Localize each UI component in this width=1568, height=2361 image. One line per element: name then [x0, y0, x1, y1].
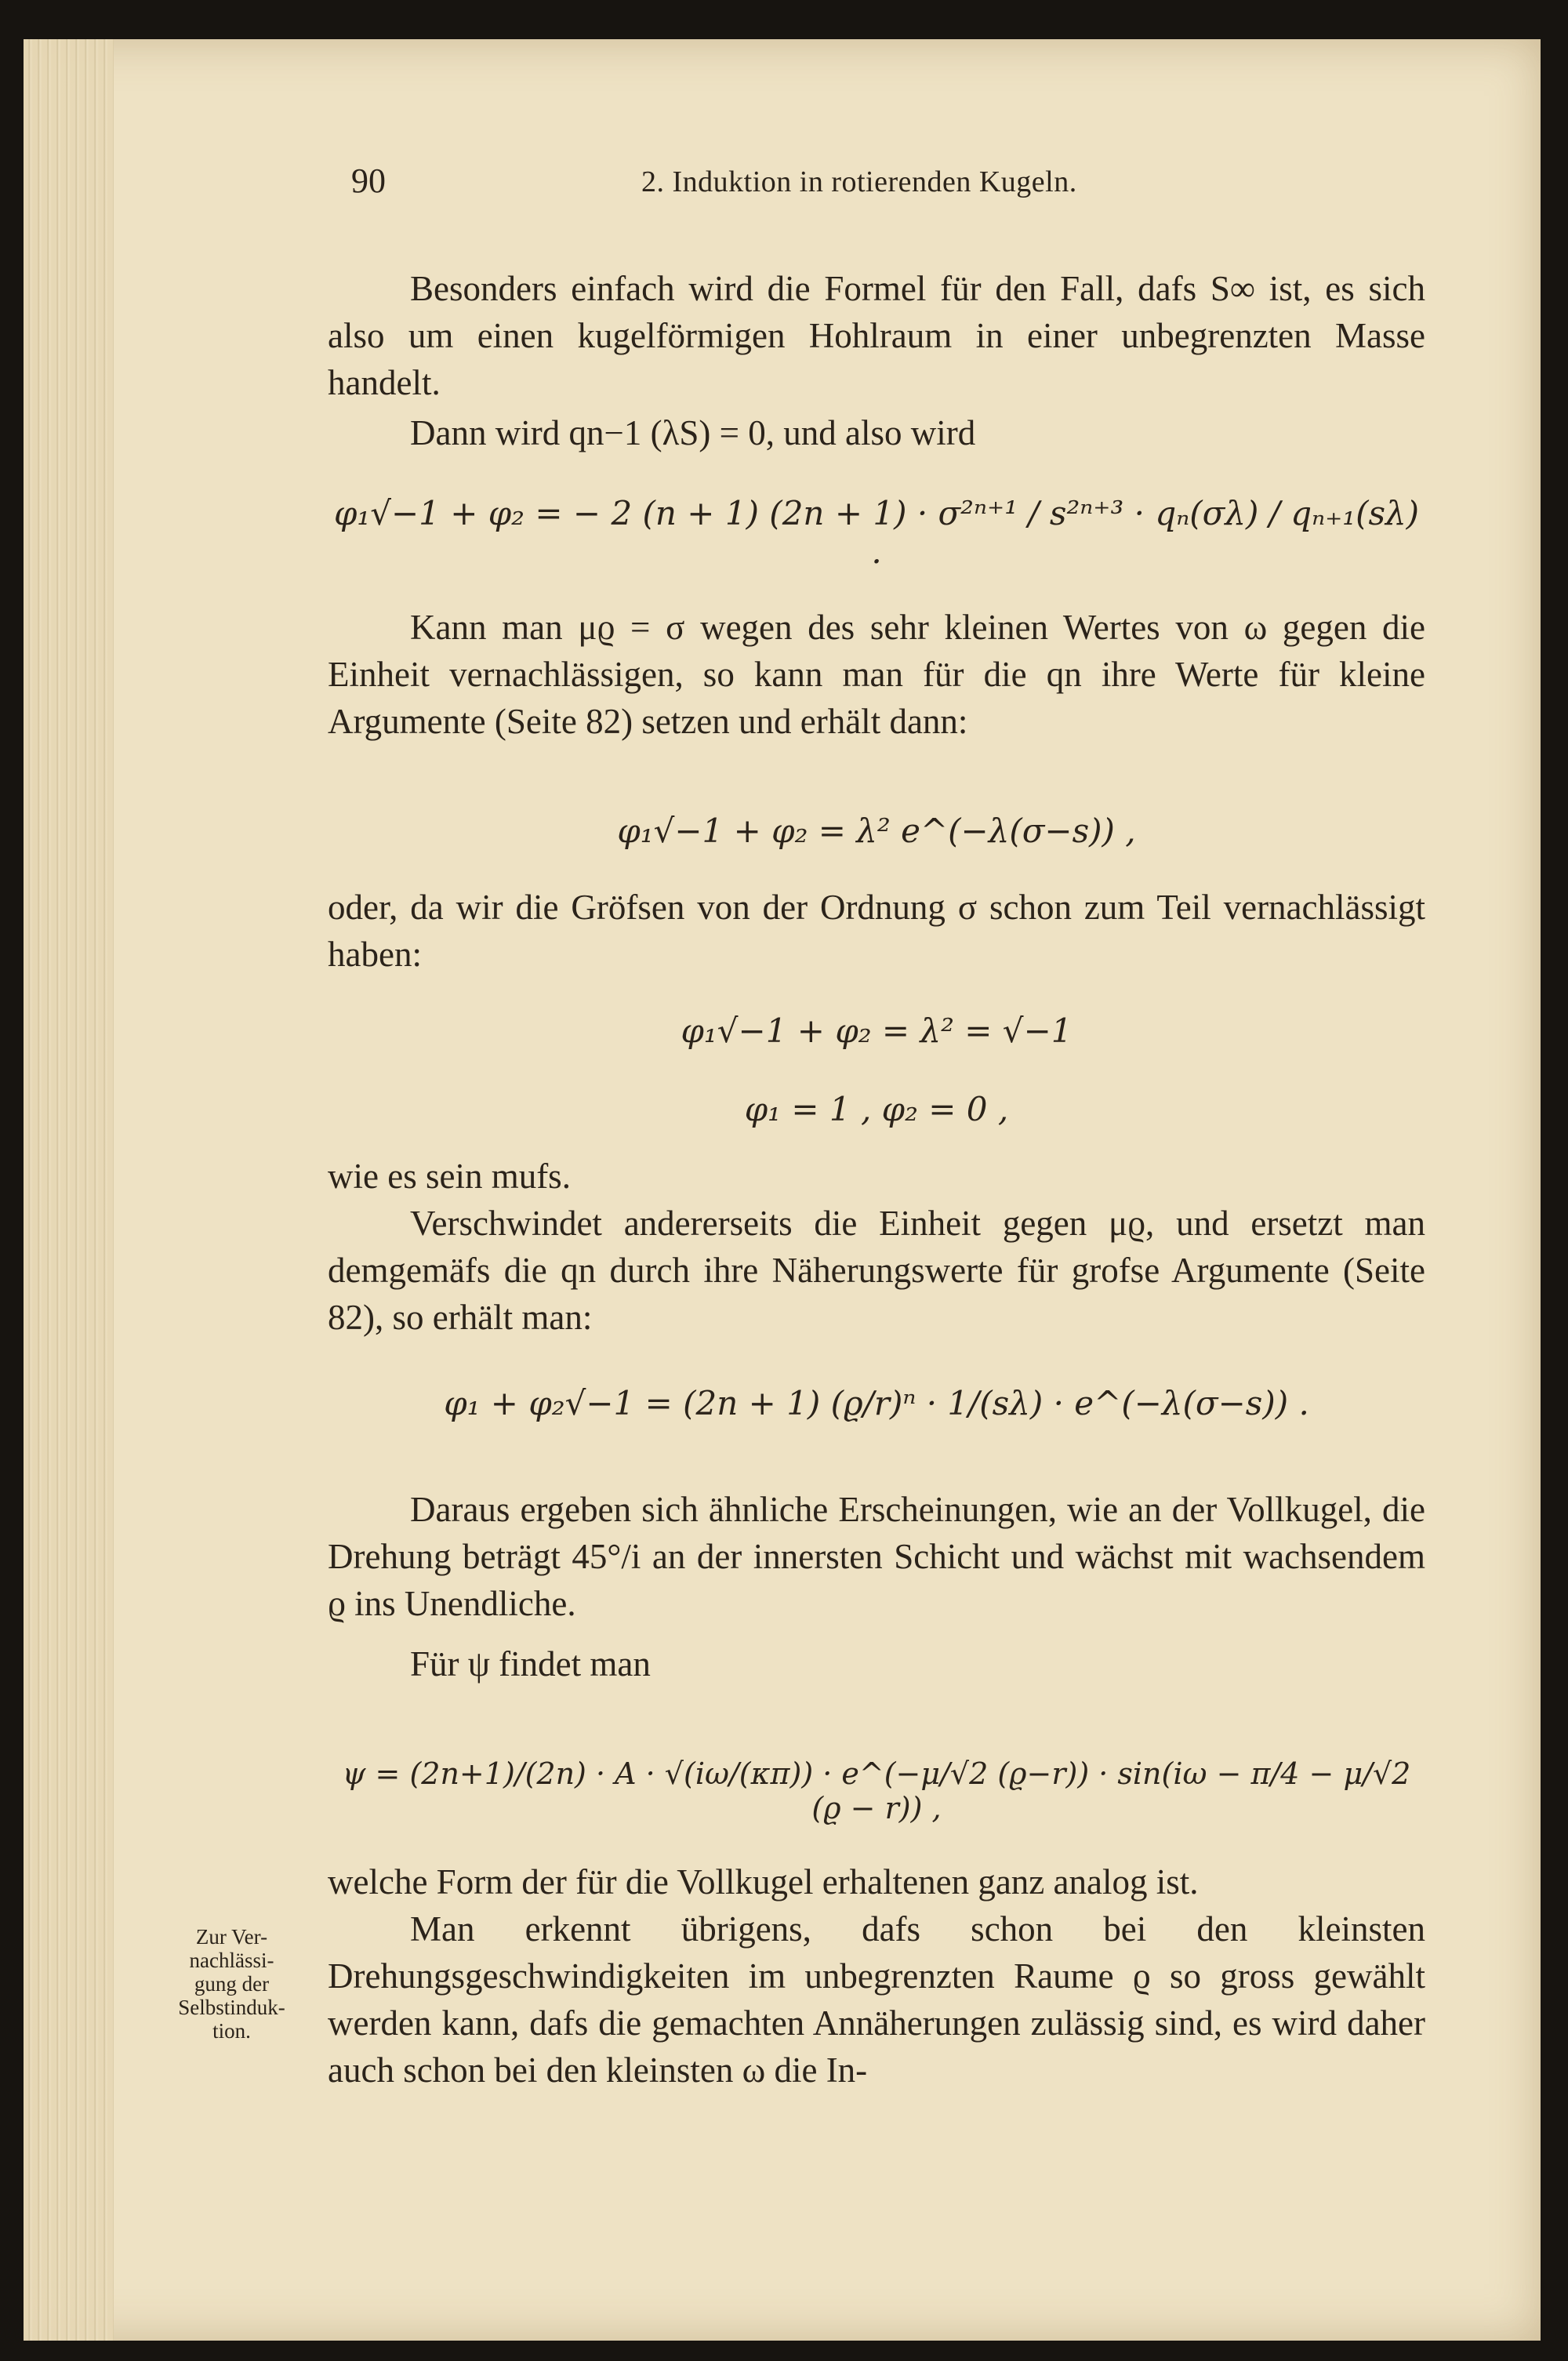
paragraph-10: Man erkennt übrigens, dafs schon bei den kleinsten Drehungsgeschwindigkeiten im unbegrenzten Raume ϱ so gross gewählt werden kann, dafs die gemachten Annäherungen zulässig sind, es wird daher auch schon bei den kleinsten ω die In-	[328, 1909, 1425, 2090]
equation-6: ψ = (2n+1)/(2n) · A · √(iω/(κπ)) · e^(−μ/√2 (ϱ−r)) · sin(iω − π/4 − μ/√2 (ϱ − r)) ,	[342, 1756, 1411, 1825]
margin-note-line: tion.	[212, 2019, 251, 2043]
running-title: 2. Induktion in rotierenden Kugeln.	[641, 165, 1077, 198]
paragraph-7: Daraus ergeben sich ähnliche Erscheinungen, wie an der Vollkugel, die Drehung beträgt 45°/i an der innersten Schicht und wächst mit wachsendem ϱ ins Unendliche.	[328, 1490, 1425, 1623]
paragraph-5: wie es sein mufs.	[328, 1157, 571, 1196]
paragraph-2: Dann wird qn−1 (λS) = 0, und also wird	[410, 413, 976, 452]
equation-2: φ₁√−1 + φ₂ = λ² e^(−λ(σ−s)) ,	[617, 812, 1136, 850]
margin-note-line: nachlässi-	[189, 1949, 274, 1972]
margin-note-line: gung der	[194, 1972, 270, 1996]
margin-note-line: Selbstinduk-	[178, 1996, 285, 2019]
equation-1: φ₁√−1 + φ₂ = − 2 (n + 1) (2n + 1) · σ²ⁿ⁺¹ / s²ⁿ⁺³ · qₙ(σλ) / qₙ₊₁(sλ) .	[333, 494, 1420, 571]
paragraph-1: Besonders einfach wird die Formel für den Fall, dafs S∞ ist, es sich also um einen kugelförmigen Hohlraum in einer unbegrenzten Masse handelt.	[328, 269, 1425, 402]
paragraph-8: Für ψ findet man	[410, 1644, 651, 1684]
margin-note	[155, 1925, 308, 2043]
page-header	[328, 161, 1425, 208]
equation-4: φ₁ = 1 , φ₂ = 0 ,	[744, 1090, 1009, 1128]
paragraph-3: Kann man μϱ = σ wegen des sehr kleinen Wertes von ω gegen die Einheit vernachlässigen, so kann man für die qn ihre Werte für kleine Argumente (Seite 82) setzen und erhält dann:	[328, 608, 1425, 741]
paragraph-4: oder, da wir die Gröfsen von der Ordnung σ schon zum Teil vernachlässigt haben:	[328, 888, 1425, 974]
margin-note-line: Zur Ver-	[195, 1925, 268, 1949]
paragraph-6: Verschwindet andererseits die Einheit gegen μϱ, und ersetzt man demgemäfs die qn durch ihre Näherungswerte für grofse Argumente (Seite 82), so erhält man:	[328, 1204, 1425, 1337]
page-gutter	[24, 39, 114, 2341]
paragraph-9: welche Form der für die Vollkugel erhaltenen ganz analog ist.	[328, 1862, 1199, 1902]
equation-5: φ₁ + φ₂√−1 = (2n + 1) (ϱ/r)ⁿ · 1/(sλ) · e^(−λ(σ−s)) .	[444, 1384, 1309, 1422]
page-number: 90	[351, 162, 386, 200]
equation-3: φ₁√−1 + φ₂ = λ² = √−1	[681, 1012, 1073, 1050]
